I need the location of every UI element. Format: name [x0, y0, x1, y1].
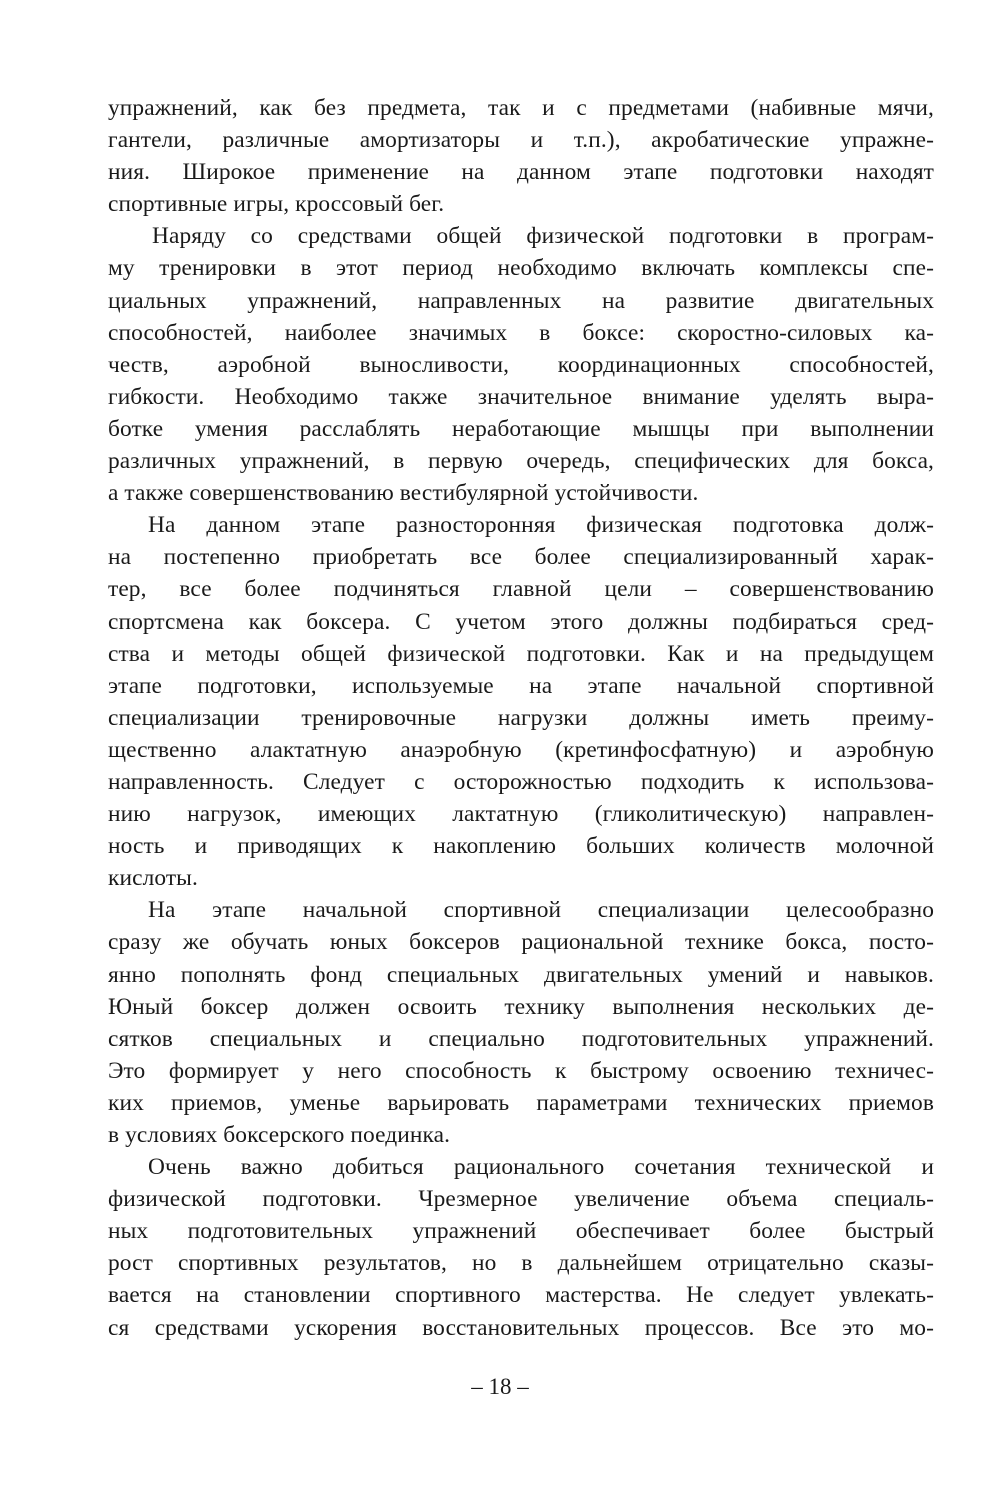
page-number: – 18 – [471, 1374, 529, 1399]
text-line: физической подготовки. Чрезмерное увеличение объема специаль- [108, 1186, 934, 1213]
text-line: различных упражнений, в первую очередь, специфических для бокса, [108, 448, 934, 475]
text-line: а также совершенствованию вестибулярной устойчивости. [108, 480, 699, 507]
text-line: Очень важно добиться рационального сочетания технической и [148, 1154, 934, 1181]
paragraph [108, 1151, 934, 1344]
text-line: циальных упражнений, направленных на развитие двигательных [108, 287, 934, 314]
text-line: вается на становлении спортивного мастерства. Не следует увлекать- [108, 1282, 934, 1309]
text-line: честв, аэробной выносливости, координационных способностей, [108, 351, 934, 378]
paragraph [108, 220, 934, 509]
text-line: ких приемов, уменье варьировать параметрами технических приемов [108, 1089, 934, 1116]
paragraph [108, 894, 934, 1151]
text-line: ния. Широкое применение на данном этапе подготовки находят [108, 159, 934, 186]
paragraph [108, 509, 934, 894]
text-line: Наряду со средствами общей физической подготовки в програм- [152, 223, 934, 250]
text-line: ся средствами ускорения восстановительных процессов. Все это мо- [108, 1314, 934, 1341]
text-line: нию нагрузок, имеющих лактатную (гликолитическую) направлен- [108, 801, 934, 828]
text-line: направленность. Следует с осторожностью подходить к использова- [108, 768, 934, 795]
body-text [108, 92, 934, 1344]
text-line: на постепенно приобретать все более специализированный харак- [108, 544, 934, 571]
text-line: рост спортивных результатов, но в дальнейшем отрицательно сказы- [108, 1250, 934, 1277]
text-line: янно пополнять фонд специальных двигательных умений и навыков. [108, 961, 934, 988]
text-line: ботке умения расслаблять неработающие мышцы при выполнении [108, 415, 934, 442]
text-line: способностей, наиболее значимых в боксе: скоростно-силовых ка- [108, 319, 934, 346]
text-line: кислоты. [108, 865, 198, 892]
text-line: спортивные игры, кроссовый бег. [108, 191, 445, 218]
text-line: На этапе начальной спортивной специализации целесообразно [148, 897, 934, 924]
text-line: упражнений, как без предмета, так и с предметами (набивные мячи, [108, 95, 934, 121]
text-line: Юный боксер должен освоить технику выполнения нескольких де- [108, 993, 934, 1020]
text-line: сразу же обучать юных боксеров рациональной технике бокса, посто- [108, 929, 934, 956]
text-line: На данном этапе разносторонняя физическая подготовка долж- [148, 512, 934, 539]
text-line: гантели, различные амортизаторы и т.п.), акробатические упражне- [108, 127, 934, 154]
paragraph [108, 92, 934, 220]
text-line: в условиях боксерского поединка. [108, 1122, 451, 1148]
text-line: специализации тренировочные нагрузки должны иметь преиму- [108, 704, 934, 731]
text-line: гибкости. Необходимо также значительное внимание уделять выра- [108, 383, 934, 410]
text-line: ства и методы общей физической подготовки. Как и на предыдущем [108, 640, 934, 667]
text-line: ных подготовительных упражнений обеспечивает более быстрый [108, 1218, 934, 1245]
text-line: этапе подготовки, используемые на этапе начальной спортивной [108, 672, 934, 699]
text-line: сятков специальных и специально подготовительных упражнений. [108, 1025, 934, 1052]
text-line: Это формирует у него способность к быстрому освоению техничес- [108, 1057, 934, 1084]
text-line: ность и приводящих к накоплению больших количеств молочной [108, 833, 934, 860]
text-line: тер, все более подчиняться главной цели – совершенствованию [108, 576, 934, 603]
text-line: спортсмена как боксера. С учетом этого должны подбираться сред- [108, 608, 934, 635]
text-line: му тренировки в этот период необходимо включать комплексы спе- [108, 255, 934, 282]
text-line: щественно алактатную анаэробную (кретинфосфатную) и аэробную [108, 736, 934, 763]
